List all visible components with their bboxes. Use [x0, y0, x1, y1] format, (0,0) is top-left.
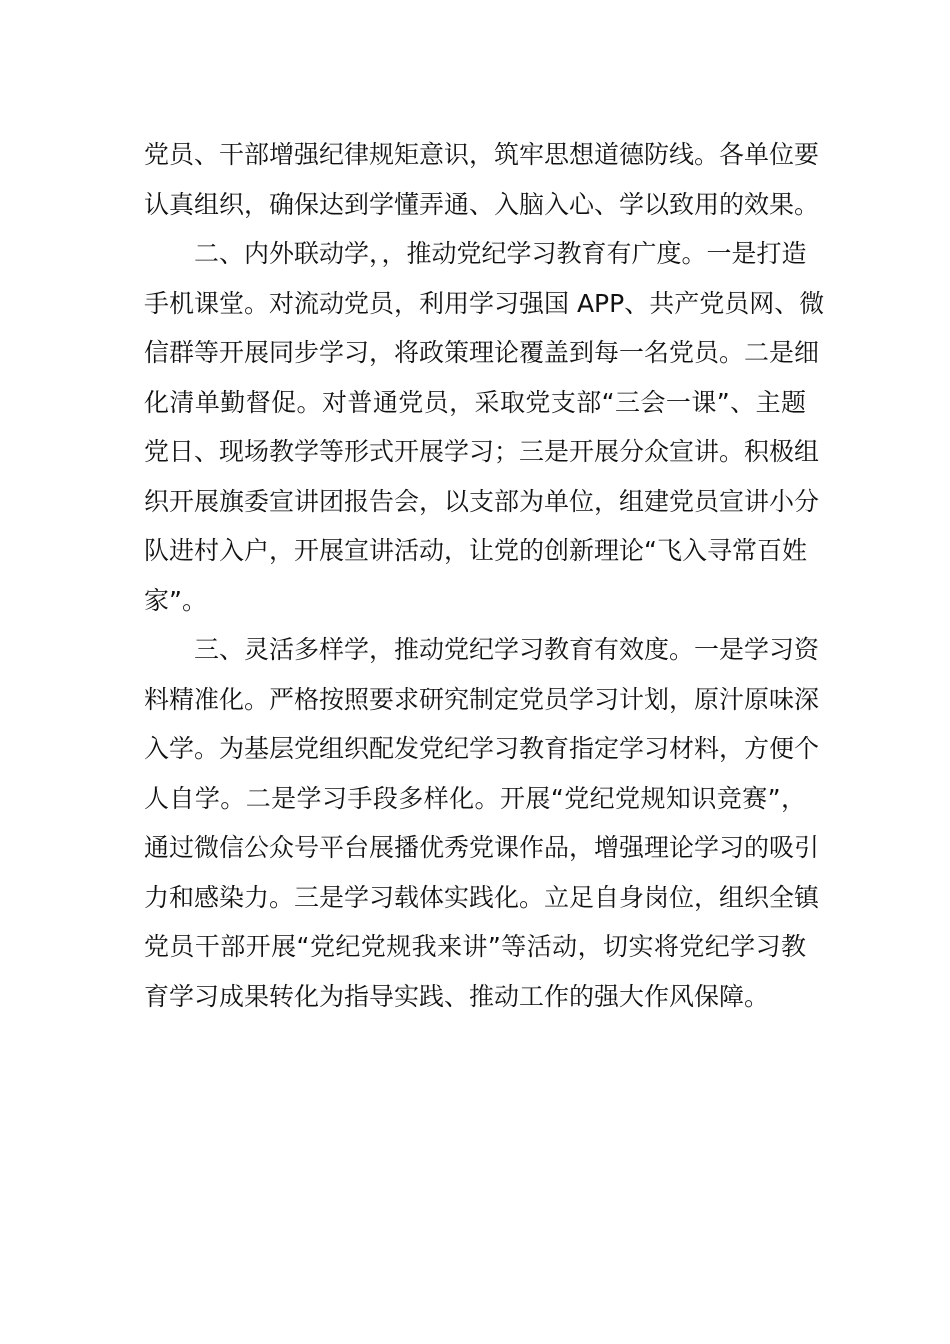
- text-line: 通过微信公众号平台展播优秀党课作品，增强理论学习的吸引: [144, 833, 820, 862]
- text-line: 人自学。二是学习手段多样化。开展“党纪党规知识竞赛”，: [144, 783, 806, 813]
- text-line: 料精准化。严格按照要求研究制定党员学习计划，原汁原味深: [144, 684, 820, 714]
- text-line: 织开展旗委宣讲团报告会，以支部为单位，组建党员宣讲小分: [144, 486, 820, 516]
- text-line: 党日、现场教学等形式开展学习；三是开展分众宣讲。积极组: [144, 437, 820, 466]
- text-line: 家”。: [144, 585, 207, 615]
- paragraph-2: [144, 229, 825, 625]
- text-line: 信群等开展同步学习，将政策理论覆盖到每一名党员。二是细: [144, 338, 820, 367]
- text-line: 育学习成果转化为指导实践、推动工作的强大作风保障。: [144, 981, 770, 1011]
- text-line: 三、灵活多样学，推动党纪学习教育有效度。一是学习资: [194, 635, 820, 664]
- text-line: 手机课堂。对流动党员，利用学习强国 APP、共产党员网、微: [144, 288, 825, 318]
- text-line: 二、内外联动学，，推动党纪学习教育有广度。一是打造: [194, 239, 807, 268]
- paragraph-3: [144, 625, 820, 1021]
- text-line: 党员干部开展“党纪党规我来讲”等活动，切实将党纪学习教: [144, 932, 806, 961]
- document-body: [144, 130, 825, 1021]
- text-line: 党员、干部增强纪律规矩意识，筑牢思想道德防线。各单位要: [144, 140, 820, 169]
- text-line: 化清单勤督促。对普通党员，采取党支部“三会一课”、主题: [144, 387, 806, 417]
- text-line: 队进村入户，开展宣讲活动，让党的创新理论“飞入寻常百姓: [144, 536, 807, 565]
- text-line: 认真组织，确保达到学懂弄通、入脑入心、学以致用的效果。: [144, 189, 820, 219]
- paragraph-1: [144, 130, 820, 229]
- text-line: 力和感染力。三是学习载体实践化。立足自身岗位，组织全镇: [144, 882, 820, 912]
- text-line: 入学。为基层党组织配发党纪学习教育指定学习材料，方便个: [144, 734, 820, 763]
